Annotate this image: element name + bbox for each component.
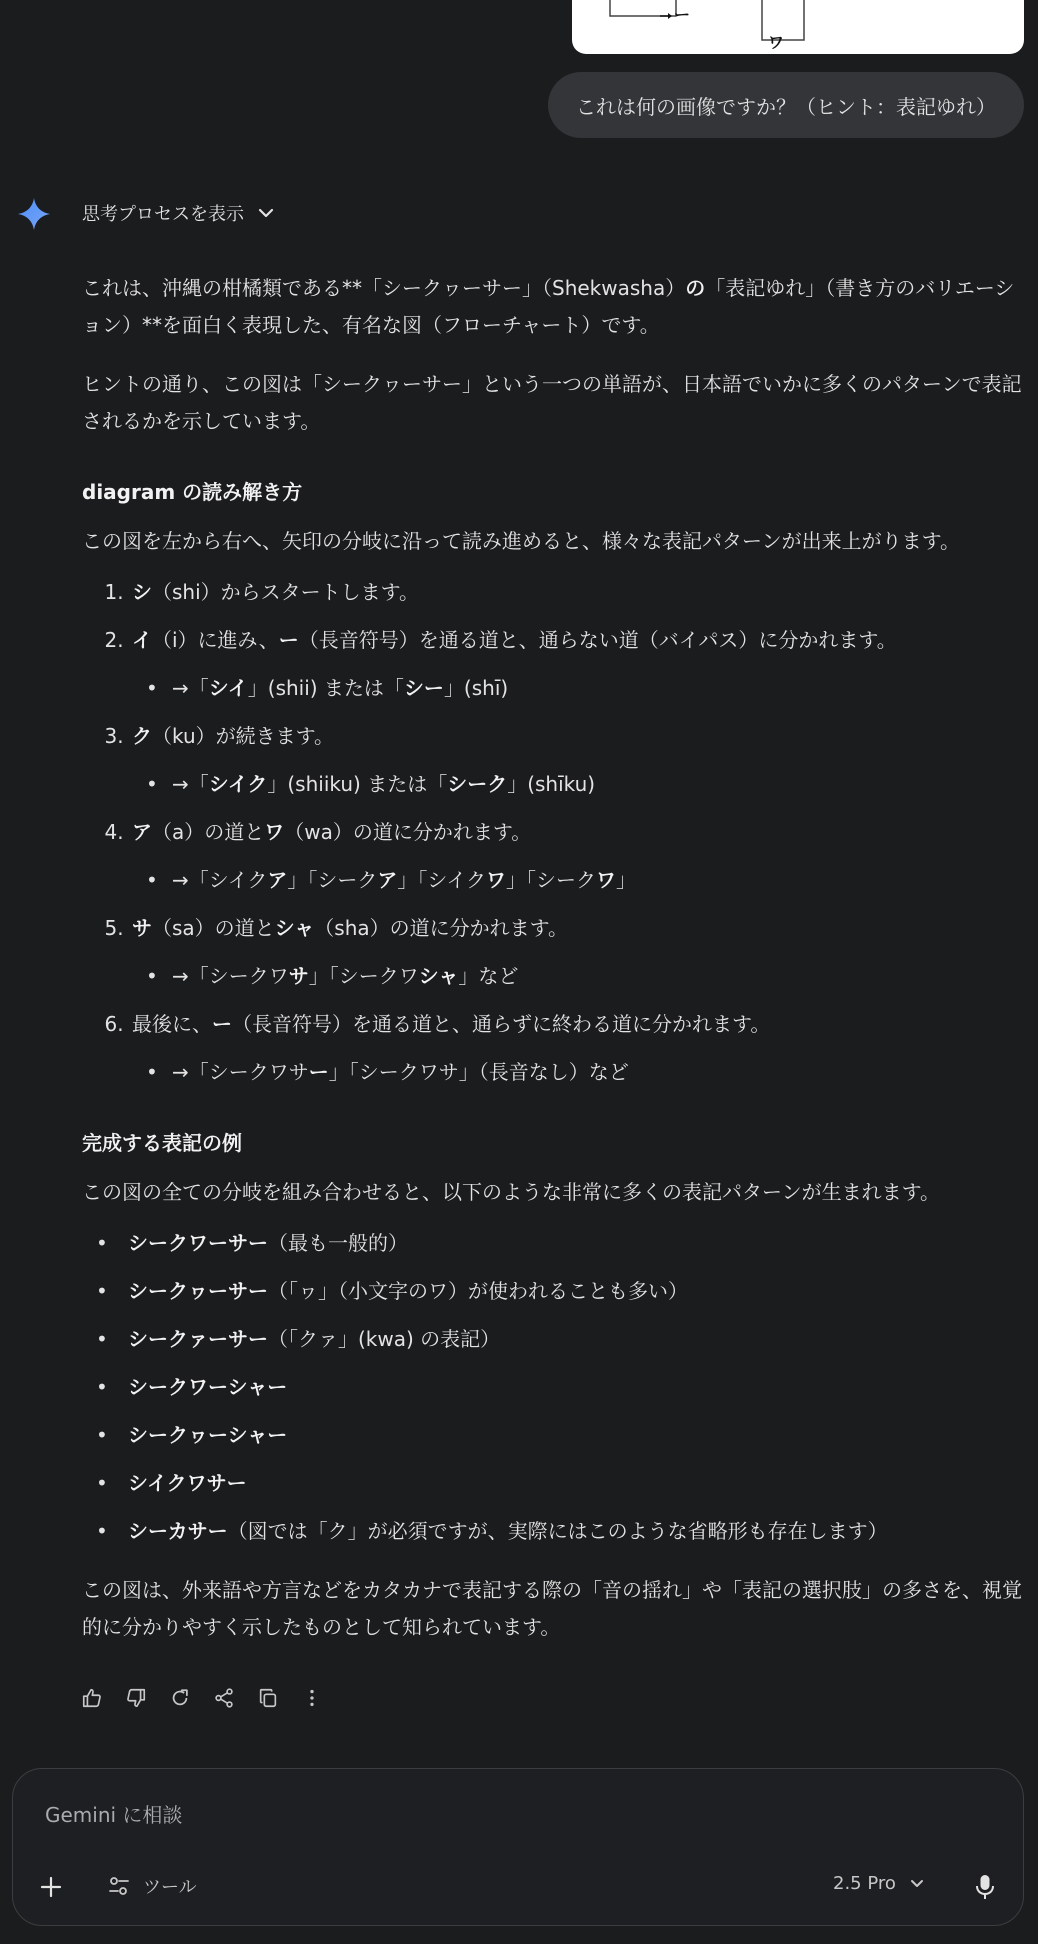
- response-paragraph: この図は、外来語や方言などをカタカナで表記する際の「音の揺れ」や「表記の選択肢」の多さを、視覚的に分かりやすく示したものとして知られています。: [82, 1578, 1022, 1639]
- list-item: • シークヮーシャー: [128, 1417, 1022, 1454]
- list-item: • シークヮーサー（「ヮ」（小文字のワ）が使われることも多い）: [128, 1273, 1022, 1310]
- sub-list-item: • →「シイクア」「シークア」「シイクワ」「シークワ」: [172, 862, 1022, 899]
- share-icon[interactable]: [212, 1686, 236, 1710]
- tools-button[interactable]: [107, 1873, 197, 1899]
- list-item: • シイクワサー: [128, 1465, 1022, 1502]
- section-heading: diagram の読み解き方: [82, 480, 303, 504]
- sub-list-item: • →「シイク」(shiiku) または「シーク」(shīku): [172, 766, 1022, 803]
- response-paragraph: この図を左から右へ、矢印の分岐に沿って読み進めると、様々な表記パターンが出来上がります。: [82, 529, 960, 553]
- chevron-down-icon: [910, 1879, 924, 1889]
- prompt-input[interactable]: Gemini に相談: [45, 1803, 183, 1827]
- list-item: 4. ア（a）の道とワ（wa）の道に分かれます。 • →「シイクア」「シークア」「シイクワ」「シークワ」: [130, 814, 1022, 899]
- sub-list-item: • →「シークワサー」「シークワサ」（長音なし）など: [172, 1054, 1022, 1091]
- response-paragraph: この図の全ての分岐を組み合わせると、以下のような非常に多くの表記パターンが生まれます。: [82, 1180, 940, 1204]
- model-label: 2.5 Pro: [833, 1873, 896, 1894]
- show-thinking-label: 思考プロセスを表示: [82, 204, 244, 225]
- response-paragraph: ヒントの通り、この図は「シークヮーサー」という一つの単語が、日本語でいかに多くのパターンで表記されるかを示しています。: [82, 372, 1022, 433]
- list-item: 2. イ（i）に進み、ー（長音符号）を通る道と、通らない道（バイパス）に分かれます。 • →「シイ」(shii) または「シー」(shī): [130, 622, 1022, 707]
- response-intro: これは、沖縄の柑橘類である**「シークヮーサー」（Shekwasha）の「表記ゆれ」（書き方のバリエーション）**を面白く表現した、有名な図（フローチャート）です。: [82, 276, 1015, 337]
- list-item: 6. 最後に、ー（長音符号）を通る道と、通らずに終わる道に分かれます。 • →「シークワサー」「シークワサ」（長音なし）など: [130, 1006, 1022, 1091]
- model-response: [82, 270, 1022, 1668]
- tools-sliders-icon: [107, 1875, 131, 1897]
- sub-list-item: • →「シークワサ」「シークワシャ」など: [172, 958, 1022, 995]
- tools-label: ツール: [143, 1877, 197, 1898]
- attached-image[interactable]: [572, 0, 1024, 54]
- copy-icon[interactable]: [256, 1686, 280, 1710]
- prompt-input-box[interactable]: [12, 1768, 1024, 1926]
- section-heading: 完成する表記の例: [82, 1131, 242, 1155]
- add-attachment-icon[interactable]: [37, 1873, 65, 1901]
- chevron-down-icon: [258, 208, 274, 218]
- steps-list: [82, 574, 1022, 1091]
- user-message-text: これは何の画像ですか？（ヒント：表記ゆれ）: [576, 94, 996, 119]
- microphone-icon[interactable]: [971, 1871, 999, 1903]
- thumbs-up-icon[interactable]: [80, 1686, 104, 1710]
- list-item: 1. シ（shi）からスタートします。: [130, 574, 1022, 611]
- list-item: 3. ク（ku）が続きます。 • →「シイク」(shiiku) または「シーク」(shīku): [130, 718, 1022, 803]
- regenerate-icon[interactable]: [168, 1686, 192, 1710]
- examples-list: [82, 1225, 1022, 1550]
- gemini-sparkle-icon: [16, 196, 52, 232]
- model-selector[interactable]: [833, 1873, 924, 1894]
- list-item: • シークワーサー（最も一般的）: [128, 1225, 1022, 1262]
- show-thinking-toggle[interactable]: [82, 198, 274, 228]
- list-item: • シークァーサー（「クァ」(kwa) の表記）: [128, 1321, 1022, 1358]
- thumbnail-label: ワ: [768, 33, 785, 52]
- list-item: • シークワーシャー: [128, 1369, 1022, 1406]
- list-item: 5. サ（sa）の道とシャ（sha）の道に分かれます。 • →「シークワサ」「シークワシャ」など: [130, 910, 1022, 995]
- thumbnail-dash: ー: [674, 5, 691, 24]
- user-message-bubble: [548, 72, 1024, 138]
- thumbs-down-icon[interactable]: [124, 1686, 148, 1710]
- sub-list-item: • →「シイ」(shii) または「シー」(shī): [172, 670, 1022, 707]
- response-actions: [80, 1686, 324, 1710]
- more-options-icon[interactable]: [300, 1686, 324, 1710]
- flowchart-thumbnail: [572, 0, 1024, 54]
- list-item: • シーカサー（図では「ク」が必須ですが、実際にはこのような省略形も存在します）: [128, 1513, 1022, 1550]
